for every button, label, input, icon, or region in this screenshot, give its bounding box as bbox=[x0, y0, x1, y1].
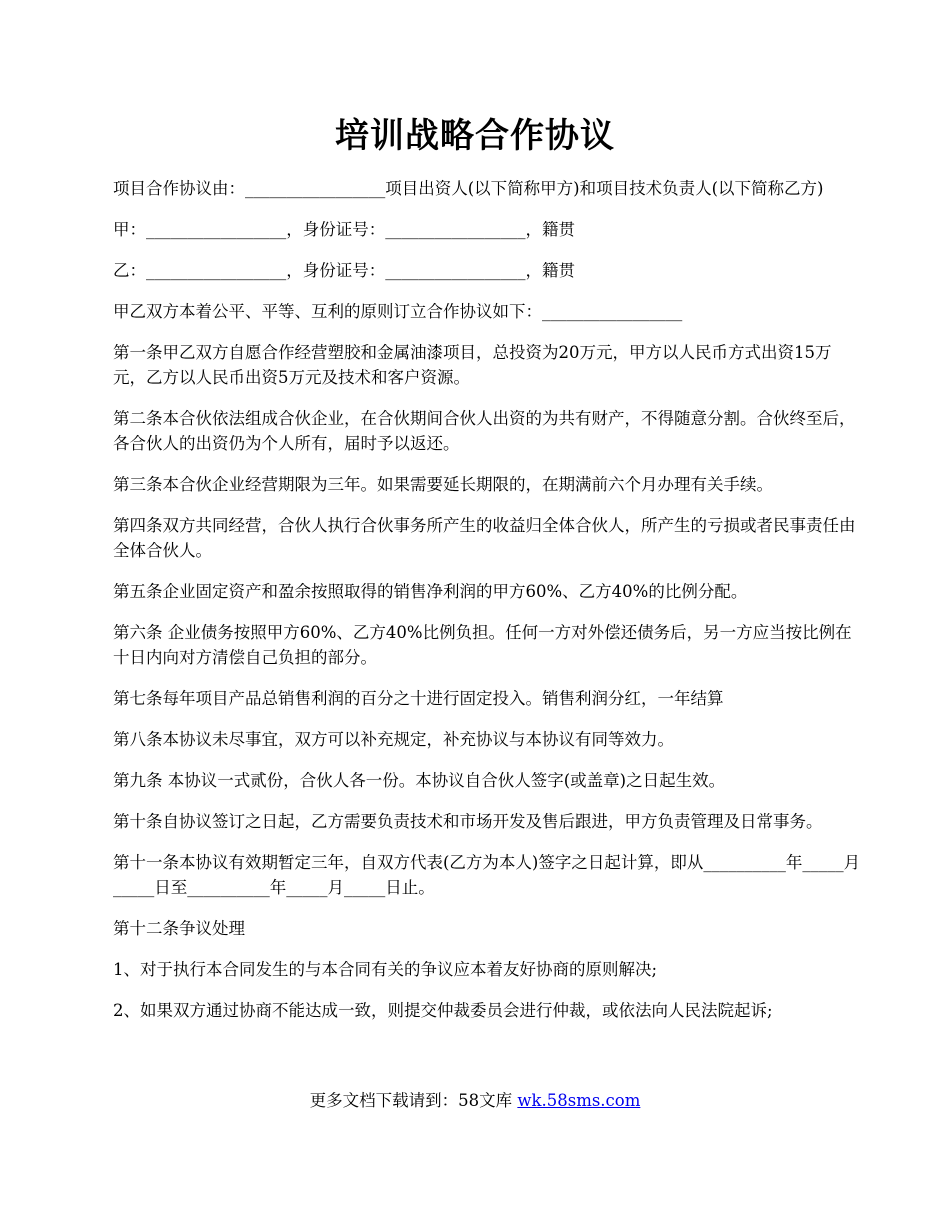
paragraph-article-3: 第三条本合伙企业经营期限为三年。如果需要延长期限的，在期满前六个月办理有关手续。 bbox=[113, 475, 773, 494]
footer-link[interactable]: wk.58sms.com bbox=[517, 1091, 641, 1110]
page-footer bbox=[0, 1088, 950, 1114]
paragraph-article-8: 第八条本协议未尽事宜，双方可以补充规定，补充协议与本协议有同等效力。 bbox=[113, 730, 674, 749]
paragraph-principle: 甲乙双方本着公平、平等、互利的原则订立合作协议如下：_________________ bbox=[113, 302, 683, 321]
paragraph-intro: 项目合作协议由：_________________项目出资人(以下简称甲方)和项目技术负责人(以下简称乙方) bbox=[113, 179, 824, 198]
paragraph-article-5: 第五条企业固定资产和盈余按照取得的销售净利润的甲方60%、乙方40%的比例分配。 bbox=[113, 582, 748, 601]
paragraph-article-10: 第十条自协议签订之日起，乙方需要负责技术和市场开发及售后跟进，甲方负责管理及日常事务。 bbox=[113, 812, 823, 831]
paragraph-article-4: 第四条双方共同经营，合伙人执行合伙事务所产生的收益归全体合伙人，所产生的亏损或者民事责任由全体合伙人。 bbox=[113, 516, 856, 560]
footer-text: 更多文档下载请到：58文库 bbox=[309, 1091, 513, 1110]
paragraph-article-1: 第一条甲乙双方自愿合作经营塑胶和金属油漆项目，总投资为20万元，甲方以人民币方式出资15万元，乙方以人民币出资5万元及技术和客户资源。 bbox=[113, 343, 832, 387]
paragraph-article-9: 第九条 本协议一式贰份，合伙人各一份。本协议自合伙人签字(或盖章)之日起生效。 bbox=[113, 771, 726, 790]
paragraph-article-12: 第十二条争议处理 bbox=[113, 919, 245, 938]
paragraph-article-11: 第十一条本协议有效期暂定三年，自双方代表(乙方为本人)签字之日起计算，即从__________年_____月_____日至__________年_____月_____日止。 bbox=[113, 853, 861, 897]
paragraph-party-b: 乙：_________________，身份证号：_________________，籍贯 bbox=[113, 261, 575, 280]
paragraph-party-a: 甲：_________________，身份证号：_________________，籍贯 bbox=[113, 220, 575, 239]
document-body bbox=[113, 176, 863, 1039]
paragraph-article-6: 第六条 企业债务按照甲方60%、乙方40%比例负担。任何一方对外偿还债务后，另一方应当按比例在十日内向对方清偿自己负担的部分。 bbox=[113, 623, 852, 667]
paragraph-dispute-1: 1、对于执行本合同发生的与本合同有关的争议应本着友好协商的原则解决; bbox=[113, 960, 658, 979]
paragraph-article-7: 第七条每年项目产品总销售利润的百分之十进行固定投入。销售利润分红，一年结算 bbox=[113, 689, 724, 708]
document-title: 培训战略合作协议 bbox=[335, 116, 615, 156]
paragraph-dispute-2: 2、如果双方通过协商不能达成一致，则提交仲裁委员会进行仲裁，或依法向人民法院起诉; bbox=[113, 1001, 773, 1020]
paragraph-article-2: 第二条本合伙依法组成合伙企业，在合伙期间合伙人出资的为共有财产，不得随意分割。合伙终至后，各合伙人的出资仍为个人所有，届时予以返还。 bbox=[113, 409, 856, 453]
